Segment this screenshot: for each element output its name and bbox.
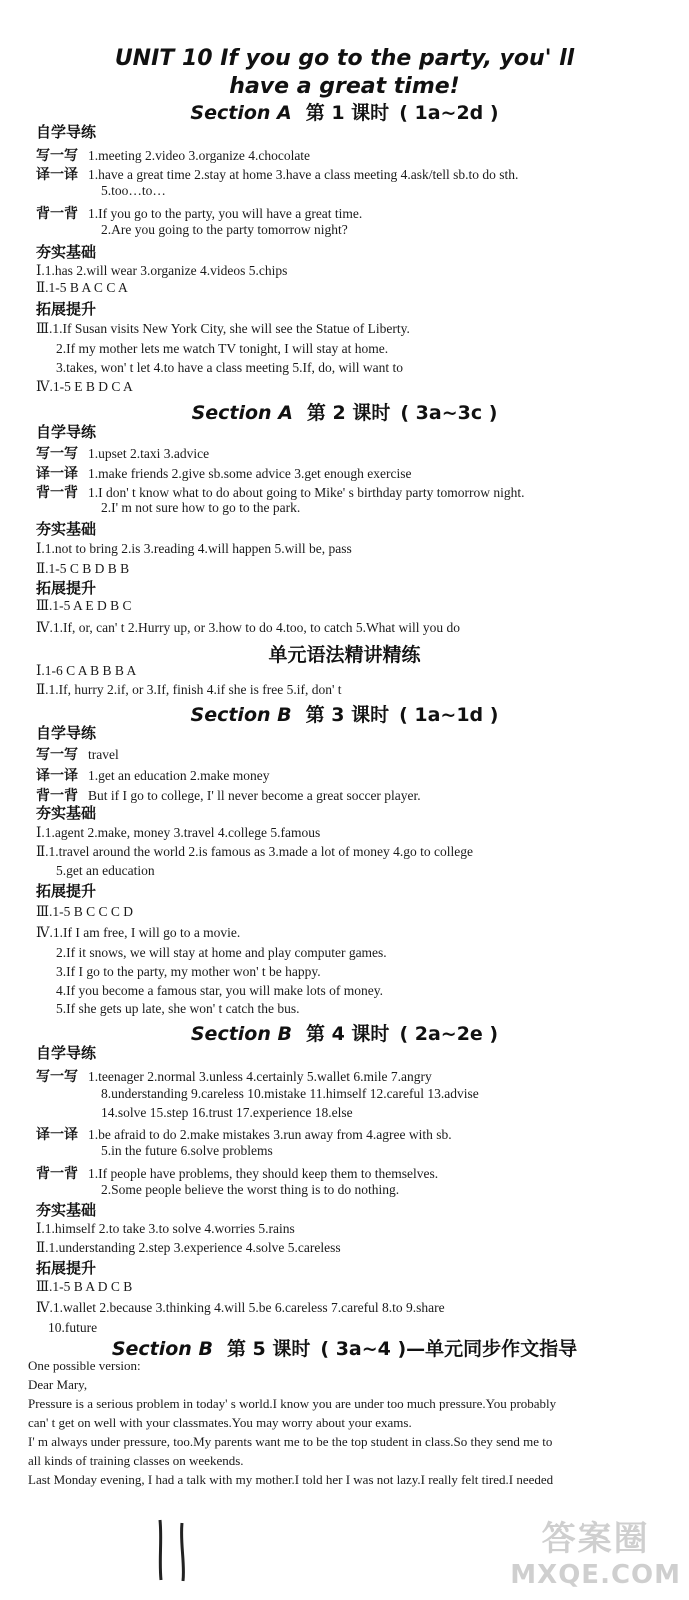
heading-extension: 拓展提升 [36, 1259, 97, 1277]
essay-line: I' m always under pressure, too.My parents want me to be the top student in class.So they send me to [28, 1434, 553, 1449]
essay-line: can' t get on well with your classmates.You may worry about your exams. [28, 1415, 412, 1430]
answer-line: Ⅳ.1-5 E B D C A [36, 379, 133, 394]
answer-line: Ⅳ.1.If I am free, I will go to a movie. [36, 925, 241, 940]
essay-line: Pressure is a serious problem in today' s world.I know you are under too much pressure.You probably [28, 1396, 557, 1411]
section-lesson: 第 4 课时 [305, 1023, 390, 1045]
answer-line: 14.solve 15.step 16.trust 17.experience 18.else [101, 1105, 353, 1120]
answer-line: Ⅲ.1-5 A E D B C [36, 598, 132, 613]
recite-label: 背一背 [36, 1166, 78, 1182]
answer-line: Ⅰ.1-6 C A B B B A [36, 663, 137, 678]
section-label: Section B [190, 1023, 292, 1045]
recite-label: 背一背 [36, 788, 78, 804]
heading-extension: 拓展提升 [36, 882, 97, 900]
section-range: ( 1a~2d ) [399, 102, 499, 124]
heading-foundation: 夯实基础 [36, 1201, 97, 1219]
recite-label: 背一背 [36, 206, 78, 222]
heading-foundation: 夯实基础 [36, 243, 97, 261]
answer-line: Ⅳ.1.wallet 2.because 3.thinking 4.will 5.be 6.careless 7.careful 8.to 9.share [36, 1300, 445, 1315]
recite-line [36, 482, 524, 502]
answer-text: 1.teenager 2.normal 3.unless 4.certainly 5.wallet 6.mile 7.angry [88, 1069, 432, 1084]
answer-text: 1.get an education 2.make money [88, 768, 270, 783]
heading-self-study: 自学导练 [36, 1044, 97, 1062]
answer-line: Ⅰ.1.has 2.will wear 3.organize 4.videos 5.chips [36, 263, 288, 278]
essay-line: One possible version: [28, 1358, 141, 1373]
heading-self-study: 自学导练 [36, 423, 97, 441]
section-label: 单元语法精讲精练 [268, 644, 421, 666]
section-lesson: 第 2 课时 [306, 402, 391, 424]
section-title-a2 [0, 398, 689, 425]
answer-line: 5.too…to… [101, 183, 166, 198]
answer-line: 2.Some people believe the worst thing is to do nothing. [101, 1182, 400, 1197]
write-line [36, 744, 119, 764]
essay-line: Dear Mary, [28, 1377, 88, 1392]
write-line [36, 145, 310, 165]
answer-line: Ⅱ.1.understanding 2.step 3.experience 4.solve 5.careless [36, 1240, 341, 1255]
page-number-mark [150, 1515, 210, 1585]
answer-line: Ⅱ.1-5 B A C C A [36, 280, 128, 295]
answer-line: 3.takes, won' t let 4.to have a class meeting 5.If, do, will want to [56, 360, 403, 375]
write-line [36, 443, 209, 463]
unit-title-line2: have a great time! [229, 74, 460, 99]
section-lesson: 第 3 课时 [305, 704, 390, 726]
answer-text: 1.upset 2.taxi 3.advice [88, 446, 210, 461]
answer-line: Ⅰ.1.himself 2.to take 3.to solve 4.worries 5.rains [36, 1221, 295, 1236]
answer-line: Ⅰ.1.agent 2.make, money 3.travel 4.college 5.famous [36, 825, 321, 840]
answer-text: 1.meeting 2.video 3.organize 4.chocolate [88, 148, 311, 163]
essay-line: all kinds of training classes on weekends. [28, 1453, 244, 1468]
heading-extension: 拓展提升 [36, 579, 97, 597]
watermark-cn: 答案圈 [541, 1519, 650, 1559]
answer-line: Ⅰ.1.not to bring 2.is 3.reading 4.will happen 5.will be, pass [36, 541, 352, 556]
answer-text: 1.have a great time 2.stay at home 3.have a class meeting 4.ask/tell sb.to do sth. [88, 167, 519, 182]
translate-label: 译一译 [36, 1127, 78, 1143]
translate-label: 译一译 [36, 768, 78, 784]
answer-line: 2.If my mother lets me watch TV tonight, I will stay at home. [56, 341, 389, 356]
essay-line: Last Monday evening, I had a talk with my mother.I told her I was not lazy.I really felt tired.I needed [28, 1472, 554, 1487]
heading-extension: 拓展提升 [36, 300, 97, 318]
translate-line [36, 765, 269, 785]
section-title-b4 [0, 1019, 689, 1046]
answer-line: 5.get an education [56, 863, 155, 878]
translate-line [36, 1124, 452, 1144]
answer-line: Ⅲ.1.If Susan visits New York City, she will see the Statue of Liberty. [36, 321, 410, 336]
section-range: ( 3a~3c ) [400, 402, 498, 424]
section-label: Section B [111, 1338, 213, 1360]
answer-line: 8.understanding 9.careless 10.mistake 11.himself 12.careful 13.advise [101, 1086, 479, 1101]
watermark-en: MXQE.COM [510, 1560, 681, 1590]
heading-foundation: 夯实基础 [36, 804, 97, 822]
section-label: Section B [190, 704, 292, 726]
section-title-b5 [0, 1334, 689, 1361]
section-range: ( 2a~2e ) [399, 1023, 499, 1045]
answer-line: 2.I' m not sure how to go to the park. [101, 500, 301, 515]
write-label: 写一写 [36, 1069, 78, 1085]
answer-line: 5.in the future 6.solve problems [101, 1143, 273, 1158]
answer-line: 5.If she gets up late, she won' t catch the bus. [56, 1001, 300, 1016]
answer-text: 1.be afraid to do 2.make mistakes 3.run away from 4.agree with sb. [88, 1127, 452, 1142]
recite-line [36, 1163, 438, 1183]
answer-text: 1.If people have problems, they should keep them to themselves. [88, 1166, 439, 1181]
heading-self-study: 自学导练 [36, 724, 97, 742]
answer-line: Ⅱ.1.If, hurry 2.if, or 3.If, finish 4.if she is free 5.if, don' t [36, 682, 342, 697]
section-label: Section A [191, 402, 293, 424]
answer-line: 4.If you become a famous star, you will make lots of money. [56, 983, 384, 998]
watermark-logo [510, 1511, 681, 1590]
write-line [36, 1066, 432, 1086]
unit-title-line1: UNIT 10 If you go to the party, you' ll [114, 46, 575, 71]
answer-line: 3.If I go to the party, my mother won' t be happy. [56, 964, 321, 979]
answer-line: 10.future [48, 1320, 98, 1335]
write-label: 写一写 [36, 446, 78, 462]
answer-line: Ⅱ.1-5 C B D B B [36, 561, 130, 576]
translate-label: 译一译 [36, 167, 78, 183]
section-lesson: 第 5 课时 [226, 1338, 311, 1360]
answer-text: 1.make friends 2.give sb.some advice 3.get enough exercise [88, 466, 412, 481]
translate-line [36, 463, 412, 483]
answer-line: 2.Are you going to the party tomorrow night? [101, 222, 348, 237]
answer-text: travel [88, 747, 119, 762]
translate-label: 译一译 [36, 466, 78, 482]
section-lesson: 第 1 课时 [305, 102, 390, 124]
write-label: 写一写 [36, 747, 78, 763]
recite-line [36, 203, 362, 223]
answer-text: 1.If you go to the party, you will have a great time. [88, 206, 363, 221]
section-title-b3 [0, 700, 689, 727]
heading-self-study: 自学导练 [36, 123, 97, 141]
section-range: ( 3a~4 )—单元同步作文指导 [320, 1338, 578, 1360]
answer-line: Ⅳ.1.If, or, can' t 2.Hurry up, or 3.how to do 4.too, to catch 5.What will you do [36, 620, 461, 635]
answer-line: 2.If it snows, we will stay at home and play computer games. [56, 945, 387, 960]
section-label: Section A [190, 102, 292, 124]
write-label: 写一写 [36, 148, 78, 164]
section-range: ( 1a~1d ) [399, 704, 499, 726]
translate-line [36, 164, 518, 184]
section-title-a1 [0, 98, 689, 125]
answer-line: Ⅱ.1.travel around the world 2.is famous as 3.made a lot of money 4.go to college [36, 844, 473, 859]
recite-label: 背一背 [36, 485, 78, 501]
answer-text: 1.I don' t know what to do about going to Mike' s birthday party tomorrow night. [88, 485, 525, 500]
heading-foundation: 夯实基础 [36, 520, 97, 538]
answer-text: But if I go to college, I' ll never become a great soccer player. [88, 788, 421, 803]
answer-line: Ⅲ.1-5 B A D C B [36, 1279, 133, 1294]
answer-line: Ⅲ.1-5 B C C C D [36, 904, 134, 919]
